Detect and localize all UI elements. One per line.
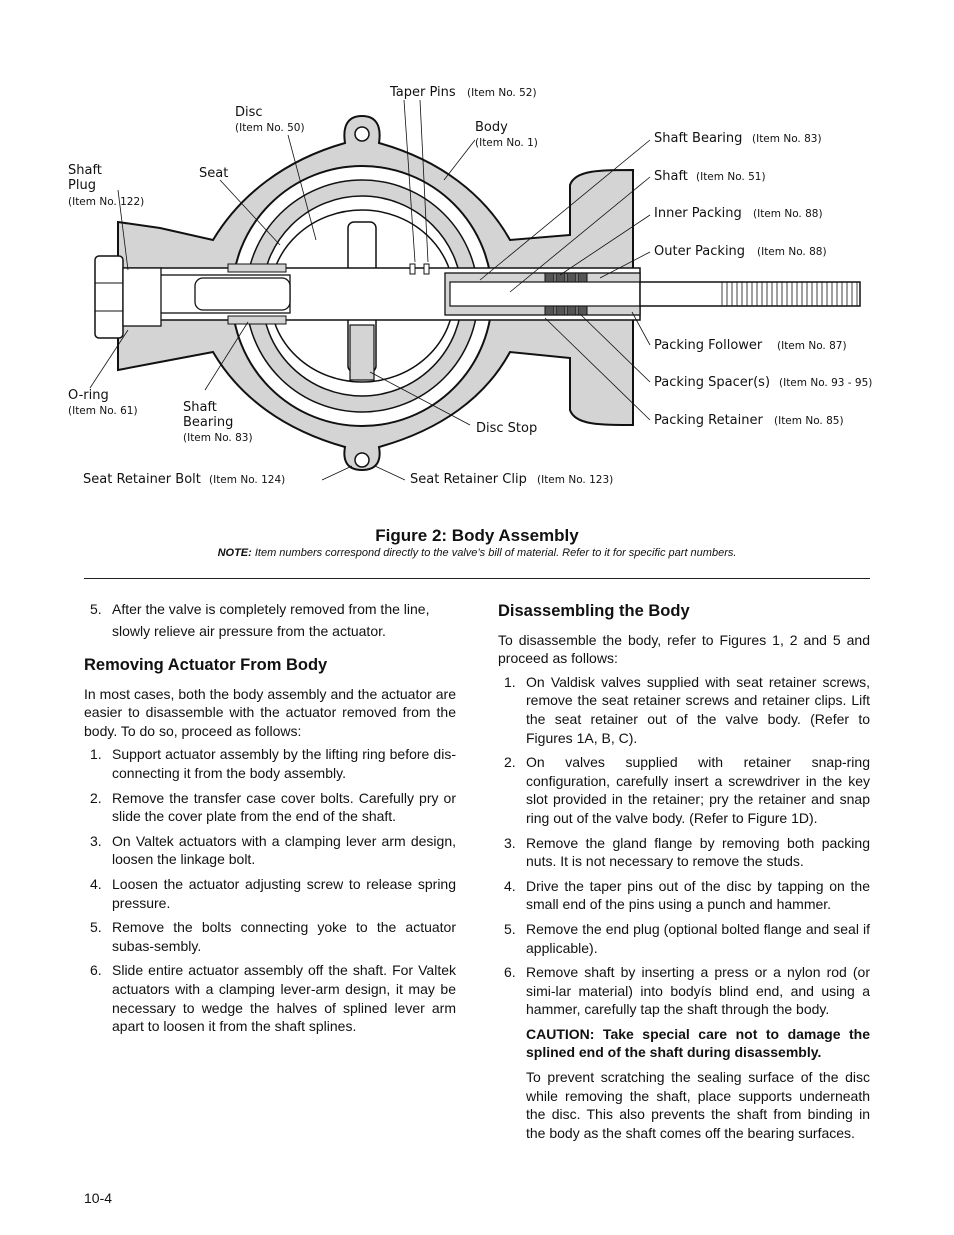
label-seat-retainer-clip-item: (Item No. 123) [537,474,614,486]
caution-followup: To prevent scratching the sealing surface of the disc while removing the shaft, place supports underneath the disc. This also prevents the shaft from binding in the body as the shaft comes off the bearing surfaces. [526,1069,870,1141]
step-number: 2. [504,754,516,771]
step-number: 5. [90,919,102,936]
label-packing-retainer-item: (Item No. 85) [774,415,844,427]
section-heading-disassembling-body: Disassembling the Body [498,602,690,620]
section-intro: To disassemble the body, refer to Figures 1, 2 and 5 and proceed as follows: [498,631,870,667]
step-text: On valves supplied with retainer snap-ring configuration, carefully insert a screwdriver in the key slot provided in the retainer; pry the retainer and snap ring out of the valve body. (Refer to Figure 1D). [526,754,870,826]
list-item [84,745,456,782]
label-seat-retainer-bolt: Seat Retainer Bolt [83,472,201,487]
label-body: Body [475,120,508,135]
label-outer-packing-item: (Item No. 88) [757,246,827,258]
label-packing-retainer: Packing Retainer [654,413,763,428]
step-text: Remove the gland flange by removing both packing nuts. It is not necessary to remove the studs. [526,834,870,870]
step-text: Remove shaft by inserting a press or a nylon rod (or simi-lar material) into bodyís blind end, and using a hammer, carefully tap the shaft through the body. [526,964,870,1018]
label-o-ring-item: (Item No. 61) [68,405,138,417]
step-number: 3. [90,832,102,849]
step-text: On Valtek actuators with a clamping lever arm design, loosen the linkage bolt. [112,832,456,868]
right-column [498,598,870,1148]
list-item [498,920,870,957]
figure-note-label: NOTE: [217,547,252,559]
list-item [498,963,870,1142]
step-number: 4. [90,875,102,892]
disassembling-body-steps [498,673,870,1143]
step-text: Support actuator assembly by the lifting ring before dis-connecting it from the body assembly. [112,746,456,781]
label-seat: Seat [199,166,229,181]
figure-note [0,547,954,559]
figure-note-text: Item numbers correspond directly to the valve’s bill of material. Refer to it for specific part numbers. [254,547,737,559]
section-intro: In most cases, both the body assembly and the actuator are easier to disassemble with the actuator removed from the body. To do so, proceed as follows: [84,685,456,739]
step-text: Remove the transfer case cover bolts. Carefully pry or slide the cover plate from the end of the shaft. [112,789,456,825]
list-item [84,875,456,912]
label-disc-item: (Item No. 50) [235,122,305,134]
label-seat-retainer-bolt-item: (Item No. 124) [209,474,286,486]
section-divider [84,578,870,579]
figure-title: Figure 2: Body Assembly [375,526,579,545]
caution-note: CAUTION: Take special care not to damage the splined end of the shaft during disassembly. [526,1025,870,1061]
list-item [84,832,456,869]
label-shaft-bearing-left-line2: Bearing [183,415,234,430]
step-text: Remove the end plug (optional bolted flange and seal if applicable). [526,920,870,956]
label-shaft-plug-item: (Item No. 122) [68,196,145,208]
step-text: Loosen the actuator adjusting screw to release spring pressure. [112,875,456,911]
label-seat-retainer-clip: Seat Retainer Clip [410,472,527,487]
list-item [498,753,870,827]
label-disc: Disc [235,105,263,120]
continued-steps [84,598,456,642]
list-item [84,918,456,955]
label-disc-stop: Disc Stop [476,421,538,436]
step-text: On Valdisk valves supplied with seat retainer screws, remove the seat retainer screws and retainer clips. Lift the seat retainer out of the valve body. (Refer to Figures 1A, B, C). [526,673,870,746]
label-shaft-bearing-left-line1: Shaft [183,400,217,415]
label-inner-packing-item: (Item No. 88) [753,208,823,220]
step-number: 2. [90,789,102,806]
label-packing-follower-item: (Item No. 87) [777,340,847,352]
label-taper-pins-item: (Item No. 52) [467,87,537,99]
step-number: 1. [504,673,516,690]
label-shaft-item: (Item No. 51) [696,171,766,183]
list-item [84,789,456,826]
label-shaft-bearing-right-item: (Item No. 83) [752,133,822,145]
step-number: 4. [504,877,516,894]
label-shaft: Shaft [654,169,688,184]
label-packing-spacer: Packing Spacer(s) [654,375,771,390]
label-body-item: (Item No. 1) [475,137,538,149]
step-text: After the valve is completely removed from the line, slowly relieve air pressure from the actuator. [112,601,430,639]
label-o-ring: O-ring [68,388,109,403]
label-shaft-plug-line1: Shaft [68,163,102,178]
step-text: Drive the taper pins out of the disc by tapping on the small end of the pins using a punch and hammer. [526,877,870,913]
step-text: Remove the bolts connecting yoke to the actuator subas-sembly. [112,919,456,954]
list-item [84,598,456,642]
removing-actuator-steps [84,745,456,1035]
step-number: 1. [90,746,102,763]
list-item [498,673,870,747]
label-shaft-plug-line2: Plug [68,178,96,193]
step-number: 3. [504,834,516,851]
label-packing-follower: Packing Follower [654,338,763,353]
body-assembly-figure [0,0,954,520]
label-outer-packing: Outer Packing [654,244,746,259]
label-packing-spacer-item: (Item No. 93 - 95) [779,377,873,389]
step-number: 6. [90,962,102,979]
list-item [84,961,456,1035]
step-text: Slide entire actuator assembly off the shaft. For Valtek actuators with a clamping lever-arm design, it may be necessary to wedge the halves of splined lever arm apart to loosen it from the shaft splines. [112,962,456,1035]
label-shaft-bearing-right: Shaft Bearing [654,131,743,146]
left-column [84,598,456,1042]
step-number: 5. [504,920,516,937]
list-item [498,834,870,871]
list-item [498,877,870,914]
label-inner-packing: Inner Packing [654,206,742,221]
step-number: 6. [504,964,516,981]
label-taper-pins: Taper Pins [390,85,456,100]
section-heading-removing-actuator: Removing Actuator From Body [84,656,328,674]
page-number: 10-4 [84,1190,113,1206]
step-number: 5. [90,601,102,617]
label-shaft-bearing-left-item: (Item No. 83) [183,432,253,444]
